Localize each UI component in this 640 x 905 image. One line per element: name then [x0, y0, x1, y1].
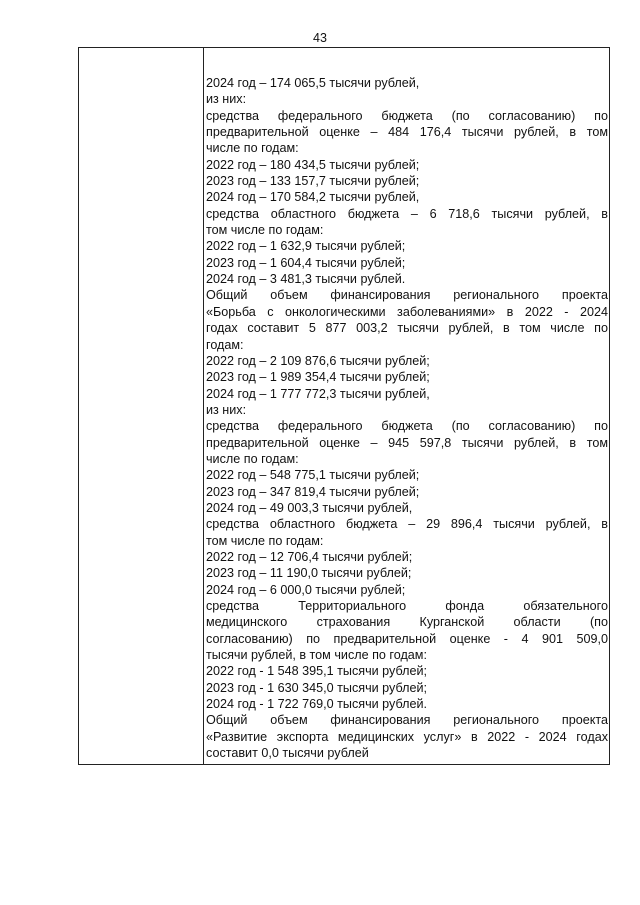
- text-line: «Развитие экспорта медицинских услуг» в 2022 - 2024 годах: [206, 729, 608, 744]
- text-line: средства областного бюджета – 29 896,4 тысячи рублей, в: [206, 517, 608, 532]
- text-line: числе по годам:: [206, 451, 299, 466]
- text-line: Общий объем финансирования регионального проекта: [206, 288, 608, 303]
- text-line: числе по годам:: [206, 141, 299, 156]
- text-line: 2024 год – 170 584,2 тысячи рублей,: [206, 190, 420, 205]
- text-line: средства федерального бюджета (по согласованию) по: [206, 419, 608, 434]
- text-line: составит 0,0 тысячи рублей: [206, 746, 369, 761]
- text-line: 2022 год – 180 434,5 тысячи рублей;: [206, 157, 420, 172]
- text-line: 2023 год – 1 604,4 тысячи рублей;: [206, 255, 406, 270]
- text-line: 2022 год – 2 109 876,6 тысячи рублей;: [206, 353, 430, 368]
- text-line: 2024 год – 49 003,3 тысячи рублей,: [206, 500, 413, 515]
- text-line: 2022 год – 548 775,1 тысячи рублей;: [206, 468, 420, 483]
- text-line: из них:: [206, 92, 247, 107]
- text-line: 2023 год - 1 630 345,0 тысячи рублей;: [206, 680, 427, 695]
- text-line: том числе по годам:: [206, 223, 324, 238]
- text-line: 2024 год – 3 481,3 тысячи рублей.: [206, 272, 406, 287]
- page-number: 43: [313, 31, 327, 45]
- text-line: согласованию) по предварительной оценке - 4 901 509,0: [206, 631, 608, 646]
- text-line: 2023 год – 11 190,0 тысячи рублей;: [206, 566, 412, 581]
- text-line: Общий объем финансирования регионального проекта: [206, 713, 608, 728]
- text-line: 2024 год – 1 777 772,3 тысячи рублей,: [206, 386, 430, 401]
- text-line: 2023 год – 133 157,7 тысячи рублей;: [206, 174, 420, 189]
- text-line: том числе по годам:: [206, 533, 324, 548]
- text-line: 2022 год - 1 548 395,1 тысячи рублей;: [206, 664, 427, 679]
- text-line: средства федерального бюджета (по согласованию) по: [206, 108, 608, 123]
- text-line: годах составит 5 877 003,2 тысячи рублей, в том числе по: [206, 321, 608, 336]
- text-line: 2024 год - 1 722 769,0 тысячи рублей.: [206, 697, 427, 712]
- text-line: средства областного бюджета – 6 718,6 тысячи рублей, в: [206, 206, 608, 221]
- text-line: 2023 год – 1 989 354,4 тысячи рублей;: [206, 370, 430, 385]
- text-line: 2023 год – 347 819,4 тысячи рублей;: [206, 484, 420, 499]
- text-line: 2024 год – 6 000,0 тысячи рублей;: [206, 582, 406, 597]
- document-table: [78, 47, 610, 765]
- table-right-cell: [206, 75, 608, 761]
- text-line: средства Территориального фонда обязательного: [206, 599, 608, 613]
- table-left-cell: [79, 48, 203, 764]
- text-line: медицинского страхования Курганской области (по: [206, 615, 608, 630]
- text-line: предварительной оценке – 484 176,4 тысячи рублей, в том: [206, 125, 608, 140]
- text-line: «Борьба с онкологическими заболеваниями» в 2022 - 2024: [206, 304, 608, 319]
- column-divider: [203, 48, 204, 764]
- text-line: тысячи рублей, в том числе по годам:: [206, 648, 427, 663]
- text-line: 2024 год – 174 065,5 тысячи рублей,: [206, 76, 420, 90]
- text-line: годам:: [206, 337, 244, 352]
- text-line: 2022 год – 12 706,4 тысячи рублей;: [206, 549, 413, 564]
- text-line: предварительной оценке – 945 597,8 тысячи рублей, в том: [206, 435, 608, 450]
- text-line: из них:: [206, 402, 247, 417]
- text-line: 2022 год – 1 632,9 тысячи рублей;: [206, 239, 406, 254]
